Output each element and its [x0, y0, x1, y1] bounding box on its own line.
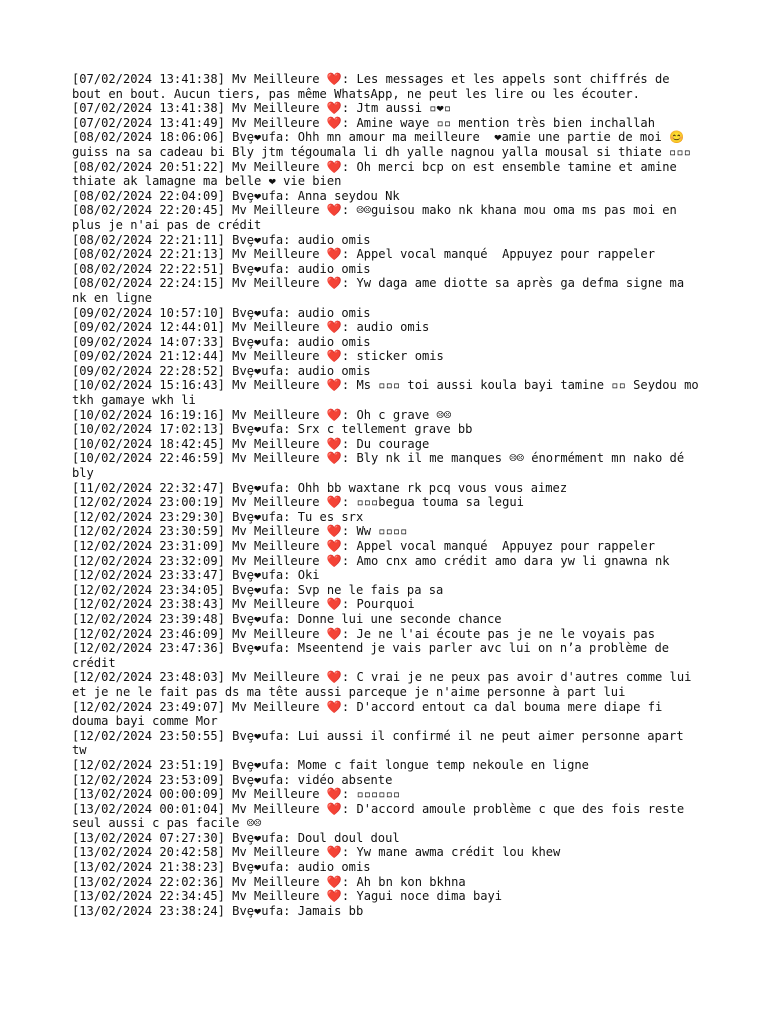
- chat-message-line: [12/02/2024 23:48:03] Mv Meilleure ❤️: C vrai je ne peux pas avoir d'autres comme lui et je ne le fait pas ds ma tête aussi parceque je n'aime personne à part lui: [72, 670, 699, 699]
- chat-message-line: [08/02/2024 22:24:15] Mv Meilleure ❤️: Yw daga ame diotte sa après ga defma signe ma nk en ligne: [72, 276, 692, 305]
- chat-message-line: [09/02/2024 22:28:52] Bvȩ❤ufa: audio omis: [72, 363, 371, 378]
- chat-message-line: [12/02/2024 23:30:59] Mv Meilleure ❤️: Ww ▫▫▫▫: [72, 524, 408, 539]
- chat-message-line: [13/02/2024 00:01:04] Mv Meilleure ❤️: D'accord amoule problème c que des fois reste seul aussi c pas facile ☹☹: [72, 801, 692, 831]
- chat-message-line: [09/02/2024 14:07:33] Bvȩ❤ufa: audio omis: [72, 334, 371, 349]
- chat-message-line: [12/02/2024 23:39:48] Bvȩ❤ufa: Donne lui une seconde chance: [72, 611, 502, 626]
- chat-message-line: [07/02/2024 13:41:38] Mv Meilleure ❤️: Les messages et les appels sont chiffrés de bout en bout. Aucun tiers, pas même WhatsApp, ne peut les lire ou les écouter.: [72, 72, 677, 101]
- chat-message-line: [08/02/2024 22:22:51] Bvȩ❤ufa: audio omis: [72, 261, 371, 276]
- chat-message-line: [12/02/2024 23:38:43] Mv Meilleure ❤️: Pourquoi: [72, 597, 415, 612]
- chat-message-line: [12/02/2024 23:33:47] Bvȩ❤ufa: Oki: [72, 568, 320, 583]
- chat-message-line: [12/02/2024 23:47:36] Bvȩ❤ufa: Mseentend je vais parler avc lui on n’a problème de crédit: [72, 641, 677, 670]
- chat-message-line: [13/02/2024 21:38:23] Bvȩ❤ufa: audio omis: [72, 860, 371, 875]
- chat-message-line: [13/02/2024 22:02:36] Mv Meilleure ❤️: Ah bn kon bkhna: [72, 874, 466, 889]
- chat-message-line: [12/02/2024 23:53:09] Bvȩ❤ufa: vidéo absente: [72, 772, 393, 787]
- chat-message-line: [08/02/2024 18:06:06] Bvȩ❤ufa: Ohh mn amour ma meilleure ❤amie une partie de moi 😊guiss na sa cadeau bi Bly jtm tégoumala li dh yalle nagnou yalla mousal si thiate ▫▫▫: [72, 130, 691, 159]
- chat-message-line: [12/02/2024 23:50:55] Bvȩ❤ufa: Lui aussi il confirmé il ne peut aimer personne apart tw: [72, 728, 691, 758]
- chat-message-line: [12/02/2024 23:31:09] Mv Meilleure ❤️: Appel vocal manqué Appuyez pour rappeler: [72, 539, 655, 553]
- chat-message-line: [12/02/2024 23:51:19] Bvȩ❤ufa: Mome c fait longue temp nekoule en ligne: [72, 757, 589, 772]
- chat-message-line: [12/02/2024 23:34:05] Bvȩ❤ufa: Svp ne le fais pa sa: [72, 582, 444, 597]
- chat-message-line: [13/02/2024 20:42:58] Mv Meilleure ❤️: Yw mane awma crédit lou khew: [72, 845, 561, 860]
- chat-message-line: [12/02/2024 23:49:07] Mv Meilleure ❤️: D'accord entout ca dal bouma mere diape fi douma bayi comme Mor: [72, 699, 670, 729]
- chat-message-line: [10/02/2024 18:42:45] Mv Meilleure ❤️: Du courage: [72, 436, 430, 451]
- chat-message-line: [10/02/2024 16:19:16] Mv Meilleure ❤️: Oh c grave ☹☹: [72, 407, 452, 422]
- chat-message-line: [13/02/2024 00:00:09] Mv Meilleure ❤️: ▫▫▫▫▫▫: [72, 787, 401, 802]
- chat-message-line: [10/02/2024 22:46:59] Mv Meilleure ❤️: Bly nk il me manques ☹☹ énormément mn nako dé bly: [72, 451, 692, 481]
- chat-message-line: [08/02/2024 22:21:13] Mv Meilleure ❤️: Appel vocal manqué Appuyez pour rappeler: [72, 247, 655, 262]
- chat-message-line: [13/02/2024 23:38:24] Bvȩ❤ufa: Jamais bb: [72, 903, 364, 918]
- chat-message-line: [07/02/2024 13:41:38] Mv Meilleure ❤️: Jtm aussi ▫❤▫: [72, 101, 452, 116]
- chat-message-line: [12/02/2024 23:46:09] Mv Meilleure ❤️: Je ne l'ai écoute pas je ne le voyais pas: [72, 626, 655, 641]
- chat-message-line: [13/02/2024 22:34:45] Mv Meilleure ❤️: Yagui noce dima bayi: [72, 889, 503, 904]
- chat-message-line: [12/02/2024 23:32:09] Mv Meilleure ❤️: Amo cnx amo crédit amo dara yw li gnawna nk: [72, 553, 670, 568]
- chat-message-line: [08/02/2024 22:21:11] Bvȩ❤ufa: audio omis: [72, 232, 371, 247]
- chat-message-line: [08/02/2024 22:20:45] Mv Meilleure ❤️: ☹☹guisou mako nk khana mou oma ms pas moi en plus je n'ai pas de crédit: [72, 203, 685, 232]
- chat-message-line: [09/02/2024 21:12:44] Mv Meilleure ❤️: sticker omis: [72, 349, 444, 364]
- chat-message-line: [08/02/2024 22:04:09] Bvȩ❤ufa: Anna seydou Nk: [72, 188, 400, 203]
- chat-message-line: [12/02/2024 23:00:19] Mv Meilleure ❤️: ▫▫▫begua touma sa legui: [72, 495, 524, 510]
- chat-message-line: [10/02/2024 15:16:43] Mv Meilleure ❤️: Ms ▫▫▫ toi aussi koula bayi tamine ▫▫ Seydou mo tkh gamaye wkh li: [72, 378, 706, 408]
- chat-message-line: [09/02/2024 10:57:10] Bvȩ❤ufa: audio omis: [72, 305, 371, 320]
- chat-message-line: [08/02/2024 20:51:22] Mv Meilleure ❤️: Oh merci bcp on est ensemble tamine et amine thiate ak lamagne ma belle ❤ vie bien: [72, 159, 685, 189]
- chat-message-line: [13/02/2024 07:27:30] Bvȩ❤ufa: Doul doul doul: [72, 830, 400, 845]
- chat-message-line: [09/02/2024 12:44:01] Mv Meilleure ❤️: audio omis: [72, 320, 430, 335]
- chat-message-line: [11/02/2024 22:32:47] Bvȩ❤ufa: Ohh bb waxtane rk pcq vous vous aimez: [72, 480, 568, 495]
- chat-message-line: [07/02/2024 13:41:49] Mv Meilleure ❤️: Amine waye ▫▫ mention très bien inchallah: [72, 115, 655, 130]
- chat-message-line: [12/02/2024 23:29:30] Bvȩ❤ufa: Tu es srx: [72, 509, 364, 524]
- chat-log-page: [72, 72, 706, 918]
- chat-message-line: [10/02/2024 17:02:13] Bvȩ❤ufa: Srx c tellement grave bb: [72, 422, 473, 437]
